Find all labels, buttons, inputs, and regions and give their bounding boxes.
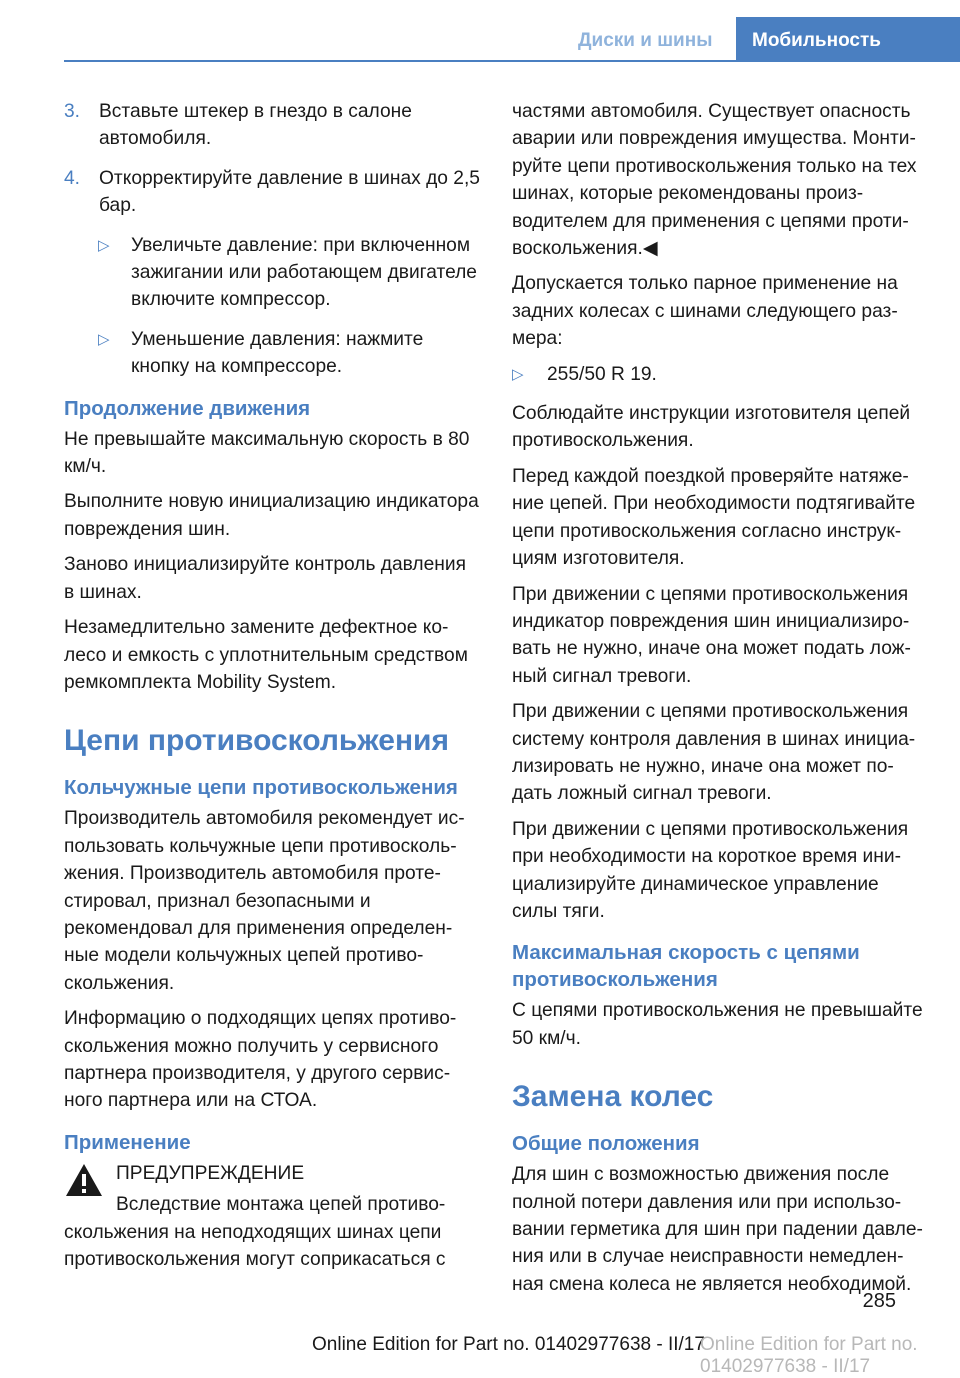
bullet-tire-size xyxy=(512,361,924,388)
paragraph-max-speed: С цепями противоскольжения не превышайте 50 км/ч. xyxy=(512,1000,923,1049)
step-number: 3. xyxy=(64,101,81,122)
paragraph-follow-instructions: Соблюдайте инструкции изготовителя цепей противоскольжения. xyxy=(512,403,911,452)
step-number: 4. xyxy=(64,167,81,189)
right-column xyxy=(512,98,924,1306)
footer-edition: Online Edition for Part no. 01402977638 - II/17 xyxy=(312,1334,705,1355)
step-3 xyxy=(64,98,480,153)
paragraph-pair-usage: Допускается только парное применение на задних колесах с шинами следующего размера: xyxy=(512,273,898,350)
footer-watermark: Online Edition for Part no. 01402977638 - II/17 xyxy=(700,1334,918,1377)
heading-usage: Применение xyxy=(64,1130,191,1154)
heading-general: Общие положения xyxy=(512,1132,700,1156)
paragraph-speed-limit: Не превышайте максимальную скорость в 80 км/ч. xyxy=(64,428,470,478)
paragraph-reinit-pressure: Заново инициализируйте контроль давления в шинах. xyxy=(64,554,466,603)
paragraph-info: Информацию о подходящих цепях противоскольжения можно получить у сервисного партнера производителя, у другого сервисного партнера или на СТОА. xyxy=(64,1008,457,1112)
triangle-right-icon: ▷ xyxy=(512,365,524,383)
paragraph-traction-control: При движении с цепями противоскольжения при необходимости на короткое время инициализируйте динамическое управление силы тяги. xyxy=(512,818,909,922)
paragraph-pressure-control: При движении с цепями противоскольжения систему контроля давления в шинах инициализировать не нужно, иначе она может подать ложный сигнал тревоги. xyxy=(512,701,916,805)
paragraph-check-tension: Перед каждой поездкой проверяйте натяжение цепей. При необходимости подтягивайте цепи противоскольжения согласно инструкциям изготовителя. xyxy=(512,465,916,570)
bullet-text: Увеличьте давление: при включенном зажигании или работающем двигателе включите компрессор. xyxy=(131,234,477,311)
step-text: Откорректируйте давление в шинах до 2,5 бар. xyxy=(99,167,480,217)
triangle-right-icon: ▷ xyxy=(98,236,110,254)
triangle-right-icon: ▷ xyxy=(98,330,110,348)
header-section-title: Диски и шины xyxy=(578,30,713,51)
header-chapter-tab: Мобильность xyxy=(736,17,960,62)
paragraph-init-indicator: Выполните новую инициализацию индикатора повреждения шин. xyxy=(64,491,479,540)
bullet-text: 255/50 R 19. xyxy=(547,363,657,385)
paragraph-warning-continued: частями автомобиля. Существует опасность аварии или повреждения имущества. Монтируйте цепи противоскольжения только на тех шинах, которые рекомендованы производителем для применения с цепями противоскольжения.◀ xyxy=(512,101,917,260)
page-number: 285 xyxy=(862,1290,896,1312)
page-footer xyxy=(0,1290,960,1377)
bullet-decrease-pressure xyxy=(64,326,480,381)
bullet-text: Уменьшение давления: нажмите кнопку на компрессоре. xyxy=(131,328,424,378)
paragraph-replace-wheel: Незамедлительно замените дефектное колесо и емкость с уплотнительным средством ремкомплекта Mobility System. xyxy=(64,617,468,693)
left-column xyxy=(64,98,480,1273)
heading-continue-driving: Продолжение движения xyxy=(64,396,311,420)
page-header xyxy=(0,0,960,62)
warning-text: Вследствие монтажа цепей противоскольжения на неподходящих шинах цепи противоскольжения могут соприкасаться с xyxy=(64,1194,446,1270)
warning-title: ПРЕДУПРЕЖДЕНИЕ xyxy=(116,1162,305,1184)
step-text: Вставьте штекер в гнездо в салоне автомобиля. xyxy=(99,101,412,150)
heading-snow-chains: Цепи противоскольжения xyxy=(64,724,450,758)
bullet-increase-pressure xyxy=(64,232,480,314)
heading-ring-chains: Кольчужные цепи противоскольжения xyxy=(64,776,458,800)
paragraph-general: Для шин с возможностью движения после полной потери давления или при использовании герметика для шин при падении давления или в случае неисправности немедленная смена колеса не является необходимой. xyxy=(512,1164,923,1295)
paragraph-indicator: При движении с цепями противоскольжения индикатор повреждения шин инициализировать не нужно, иначе она может подать ложный сигнал тревоги. xyxy=(512,583,911,687)
paragraph-manufacturer: Производитель автомобиля рекомендует использовать кольчужные цепи противоскольжения. Производитель автомобиля протестировал, признал безопасными и рекомендовал для применения определенные модели кольчужных цепей противоскольжения. xyxy=(64,808,465,994)
heading-max-speed-chains: Максимальная скорость с цепями противоскольжения xyxy=(512,941,860,992)
heading-wheel-change: Замена колес xyxy=(512,1080,714,1114)
warning-block xyxy=(64,1160,480,1274)
warning-triangle-icon xyxy=(64,1162,104,1198)
header-rule xyxy=(64,60,736,62)
step-4 xyxy=(64,165,480,220)
